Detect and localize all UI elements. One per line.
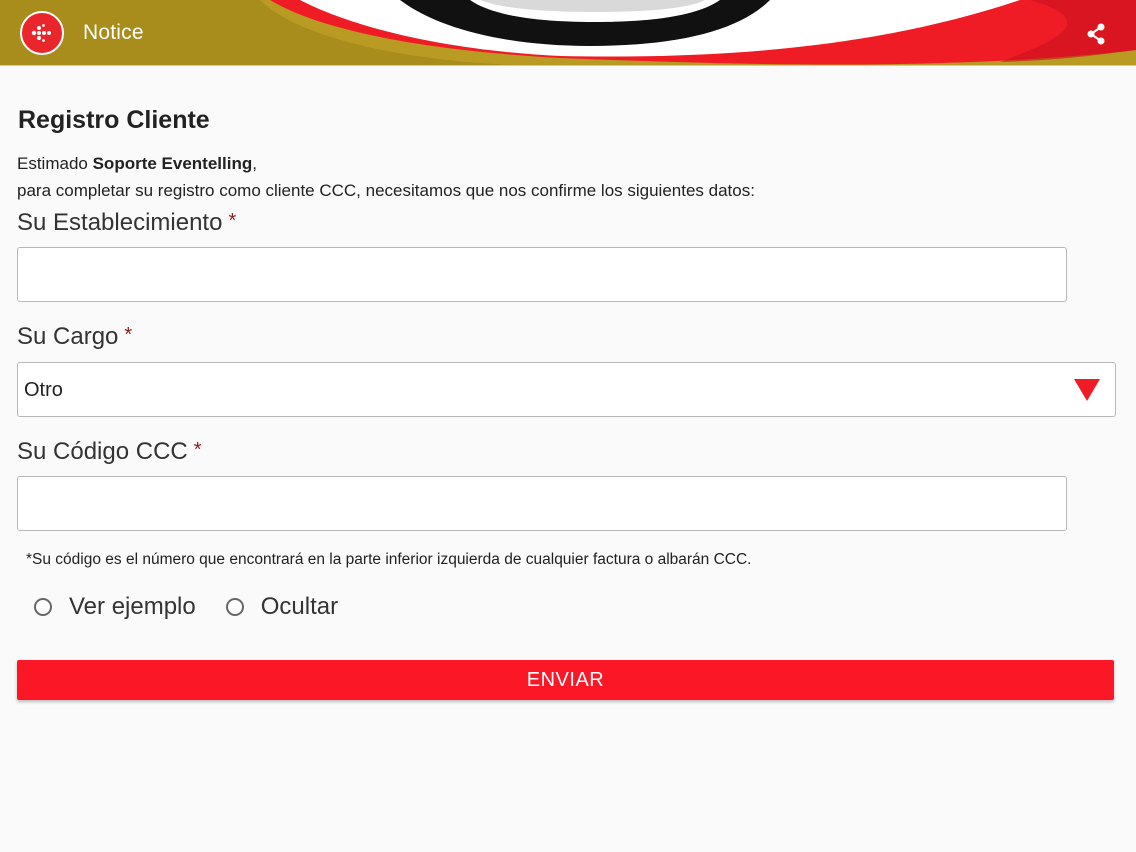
submit-button[interactable]: ENVIAR [17, 660, 1114, 700]
ccc-code-label [17, 438, 202, 466]
example-radio-group [34, 593, 368, 621]
back-button[interactable] [20, 11, 64, 55]
share-icon [1084, 22, 1108, 46]
required-marker: * [124, 324, 133, 346]
establishment-label [17, 209, 236, 237]
greeting-text [17, 154, 257, 174]
radio-button[interactable] [226, 598, 244, 616]
greeting-prefix: Estimado [17, 154, 93, 173]
customer-name: Soporte Eventelling [92, 154, 253, 173]
position-selected-value: Otro [24, 379, 63, 401]
required-marker: * [193, 439, 202, 461]
radio-show-example[interactable] [34, 593, 196, 621]
establishment-input[interactable] [17, 247, 1067, 302]
position-label-text: Su Cargo [17, 323, 119, 350]
dots-arrow-left-icon [30, 23, 54, 43]
ccc-code-label-text: Su Código CCC [17, 438, 188, 465]
position-select[interactable] [17, 362, 1116, 417]
ccc-code-hint: *Su código es el número que encontrará en la parte inferior izquierda de cualquier factura o albarán CCC. [26, 551, 752, 568]
greeting-suffix: , [252, 154, 257, 173]
header-title: Notice [83, 21, 144, 44]
establishment-label-text: Su Establecimiento [17, 209, 223, 236]
ccc-code-input[interactable] [17, 476, 1067, 531]
app-header [0, 0, 1136, 66]
radio-button[interactable] [34, 598, 52, 616]
radio-hide-example[interactable] [226, 593, 338, 621]
radio-label: Ocultar [260, 593, 339, 620]
share-button[interactable] [1084, 22, 1108, 46]
radio-label: Ver ejemplo [69, 593, 196, 620]
required-marker: * [228, 210, 237, 232]
header-banner-graphic [0, 0, 1136, 66]
position-label [17, 323, 132, 351]
page-title: Registro Cliente [18, 106, 210, 134]
triangle-down-icon [1074, 379, 1100, 401]
instructions-text: para completar su registro como cliente CCC, necesitamos que nos confirme los siguientes datos: [17, 181, 755, 200]
